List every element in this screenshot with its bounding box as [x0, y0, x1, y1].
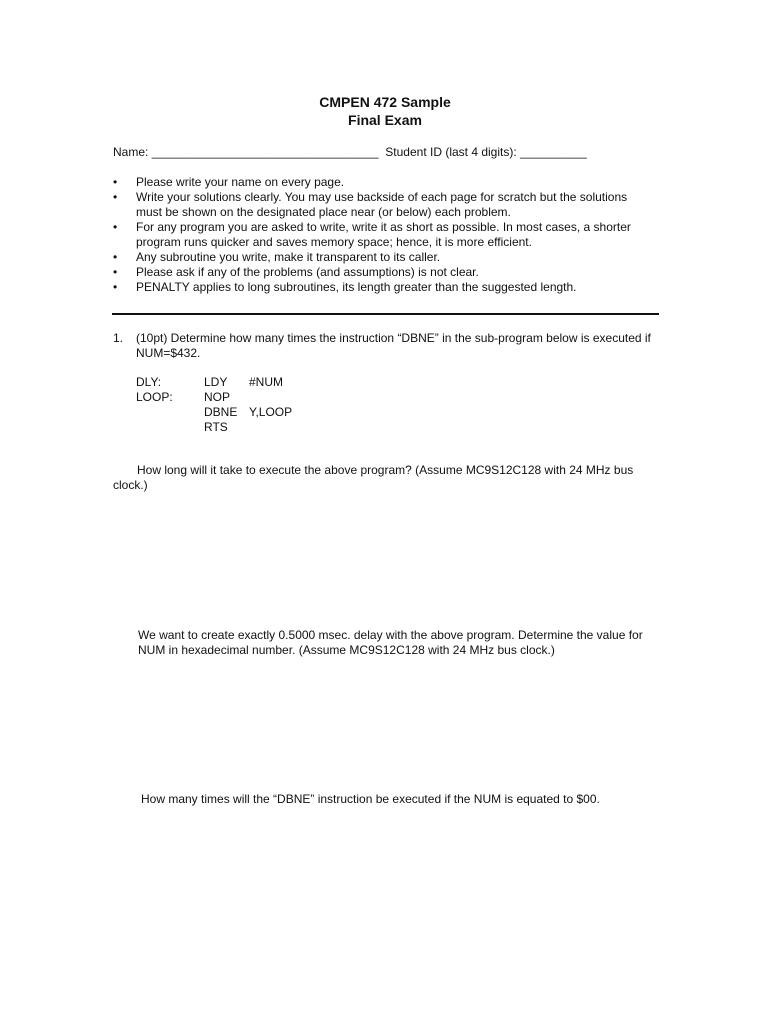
instruction-text: Any subroutine you write, make it transparent to its caller. — [136, 250, 441, 264]
question-prompt: (10pt) Determine how many times the instruction “DBNE” in the sub-program below is executed if NUM=$432. — [136, 331, 651, 360]
instruction-item — [113, 190, 633, 220]
code-operand: Y,LOOP — [249, 405, 293, 419]
instruction-text: For any program you are asked to write, write it as short as possible. In most cases, a shorter program runs quicker and saves memory space; hence, it is more efficient. — [136, 220, 631, 249]
question-part-a: How long will it take to execute the above program? (Assume MC9S12C128 with 24 MHz bus clock.) — [113, 463, 634, 492]
instruction-text: Please write your name on every page. — [136, 175, 345, 189]
question-number: 1. — [113, 331, 124, 345]
instructions-list — [113, 175, 633, 295]
instruction-text: PENALTY applies to long subroutines, its length greater than the suggested length. — [136, 280, 577, 294]
instruction-text: Write your solutions clearly. You may use backside of each page for scratch but the solutions must be shown on the designated place near (or below) each problem. — [136, 190, 628, 219]
code-line — [136, 375, 336, 390]
instruction-item — [113, 280, 633, 295]
instruction-item — [113, 175, 633, 190]
question-part-c: How many times will the “DBNE” instruction be executed if the NUM is equated to $00. — [141, 792, 600, 806]
instruction-text: Please ask if any of the problems (and assumptions) is not clear. — [136, 265, 479, 279]
code-operand: #NUM — [249, 375, 284, 389]
code-opcode: RTS — [204, 420, 228, 434]
bullet-icon: • — [113, 265, 118, 279]
name-label: Name: — [113, 145, 149, 159]
question-part-b: We want to create exactly 0.5000 msec. delay with the above program. Determine the value for NUM in hexadecimal number. (Assume MC9S12C128 with 24 MHz bus clock.) — [138, 628, 643, 657]
assembly-code-block — [136, 375, 336, 435]
instruction-item — [113, 250, 633, 265]
code-label: DLY: — [136, 375, 162, 389]
bullet-icon: • — [113, 250, 118, 264]
code-line — [136, 390, 336, 405]
code-line — [136, 420, 336, 435]
code-opcode: LDY — [204, 375, 228, 389]
code-opcode: DBNE — [204, 405, 238, 419]
name-blank: __________________________________ — [151, 145, 379, 159]
code-label: LOOP: — [136, 390, 173, 404]
instruction-item — [113, 220, 633, 250]
code-opcode: NOP — [204, 390, 231, 404]
bullet-icon: • — [113, 280, 118, 294]
bullet-icon: • — [113, 220, 118, 234]
exam-title-line-2: Final Exam — [348, 112, 422, 128]
exam-title-line-1: CMPEN 472 Sample — [319, 94, 451, 110]
name-and-id-line — [113, 145, 587, 160]
code-line — [136, 405, 336, 420]
student-id-label: Student ID (last 4 digits): — [385, 145, 517, 159]
bullet-icon: • — [113, 190, 118, 204]
student-id-blank: __________ — [520, 145, 587, 159]
bullet-icon: • — [113, 175, 118, 189]
section-divider — [112, 313, 659, 315]
instruction-item — [113, 265, 633, 280]
